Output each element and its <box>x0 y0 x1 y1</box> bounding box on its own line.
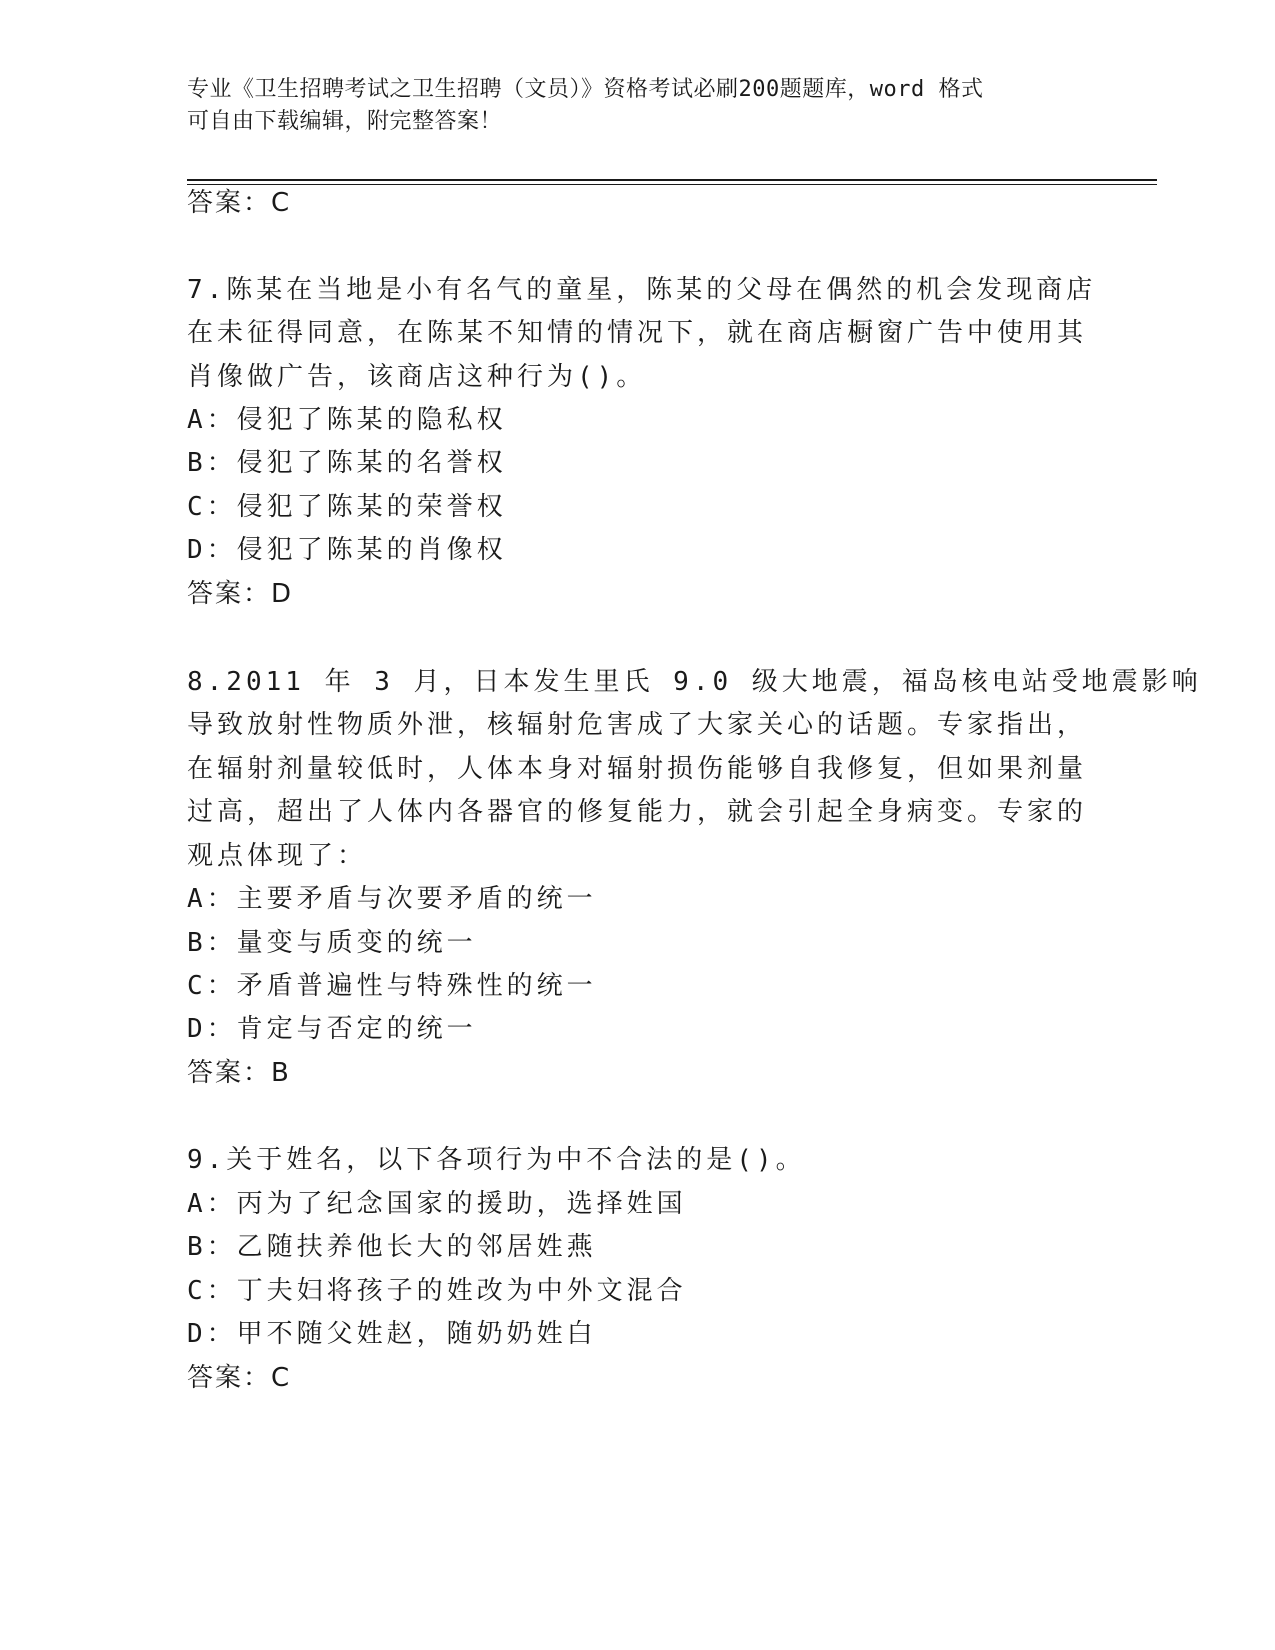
question-7-stem-line-1: 7.陈某在当地是小有名气的童星，陈某的父母在偶然的机会发现商店 <box>187 275 1097 305</box>
question-8-option-a: A：主要矛盾与次要矛盾的统一 <box>187 884 597 914</box>
question-8-stem-line-4: 过高，超出了人体内各器官的修复能力，就会引起全身病变。专家的 <box>187 797 1088 827</box>
question-8-stem-line-5: 观点体现了： <box>187 841 368 871</box>
header-line-2: 可自由下载编辑，附完整答案！ <box>187 109 503 134</box>
question-8-answer: 答案：B <box>187 1058 291 1088</box>
question-9-option-d: D：甲不随父姓赵，随奶奶姓白 <box>187 1319 597 1349</box>
question-8-option-d: D：肯定与否定的统一 <box>187 1014 477 1044</box>
previous-answer: 答案：C <box>187 188 292 218</box>
question-9-stem-line-1: 9.关于姓名，以下各项行为中不合法的是()。 <box>187 1145 806 1175</box>
question-8-stem-line-2: 导致放射性物质外泄，核辐射危害成了大家关心的话题。专家指出， <box>187 710 1088 740</box>
question-7-option-d: D：侵犯了陈某的肖像权 <box>187 535 507 565</box>
question-8-stem-line-1: 8.2011 年 3 月，日本发生里氏 9.0 级大地震，福岛核电站受地震影响 <box>187 667 1202 697</box>
question-9-option-a: A：丙为了纪念国家的援助，选择姓国 <box>187 1189 687 1219</box>
question-7-stem-line-2: 在未征得同意，在陈某不知情的情况下，就在商店橱窗广告中使用其 <box>187 318 1088 348</box>
header-divider-thin <box>187 184 1157 185</box>
header-divider-thick <box>187 179 1157 181</box>
question-8-option-b: B：量变与质变的统一 <box>187 928 477 958</box>
question-9-option-b: B：乙随扶养他长大的邻居姓燕 <box>187 1232 597 1262</box>
question-7-answer: 答案：D <box>187 579 294 609</box>
question-8-option-c: C：矛盾普遍性与特殊性的统一 <box>187 971 597 1001</box>
question-8-stem-line-3: 在辐射剂量较低时，人体本身对辐射损伤能够自我修复，但如果剂量 <box>187 754 1088 784</box>
question-7-option-a: A：侵犯了陈某的隐私权 <box>187 405 507 435</box>
question-7-stem-line-3: 肖像做广告，该商店这种行为()。 <box>187 362 647 392</box>
question-9-option-c: C：丁夫妇将孩子的姓改为中外文混合 <box>187 1276 687 1306</box>
question-7-option-b: B：侵犯了陈某的名誉权 <box>187 448 507 478</box>
page-header <box>187 74 1067 138</box>
question-7-option-c: C：侵犯了陈某的荣誉权 <box>187 492 507 522</box>
question-9-answer: 答案：C <box>187 1363 292 1393</box>
header-line-1: 专业《卫生招聘考试之卫生招聘（文员）》资格考试必刷200题题库，word 格式 <box>187 77 984 102</box>
